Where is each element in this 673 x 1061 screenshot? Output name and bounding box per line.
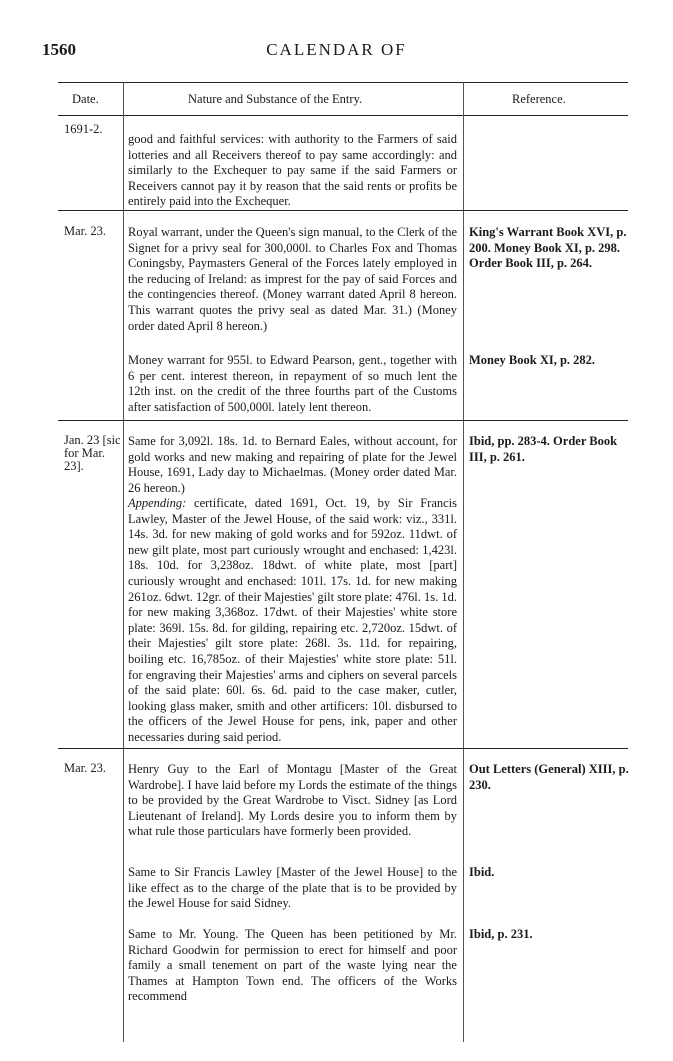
column-divider-right <box>463 82 464 1042</box>
column-header-nature: Nature and Substance of the Entry. <box>188 92 363 106</box>
entry-reference: Ibid, p. 231. <box>469 927 533 941</box>
entry-reference: Ibid. <box>469 865 495 879</box>
running-title: CALENDAR OF <box>266 40 407 59</box>
entry-date: Jan. 23 [sic for Mar. 23]. <box>64 433 121 473</box>
header-rule-bottom <box>58 115 628 116</box>
entry-reference: Out Letters (General) XIII, p. 230. <box>469 762 629 792</box>
appending-block <box>128 496 457 746</box>
entry-reference: Money Book XI, p. 282. <box>469 353 596 367</box>
page-number: 1560 <box>42 40 76 59</box>
column-header-date: Date. <box>72 92 99 106</box>
entry-separator <box>58 420 628 421</box>
entry-text: Same to Mr. Young. The Queen has been petitioned by Mr. Richard Goodwin for permission to erect for himself and poor family a small tenement on part of the waste lying near the Thames at Hampton Town end. The officers of the Works recommend <box>128 927 457 1004</box>
entry-text: Royal warrant, under the Queen's sign manual, to the Clerk of the Signet for a privy seal for 300,000l. to Charles Fox and Thomas Coningsby, Paymasters General of the Forces lately employed in the reducing of Ireland: as imprest for the pay of said Forces and the contingencies thereof. (Money warrant dated April 8 hereon. This warrant quotes the privy seal as dated Mar. 31.) (Money order dated April 8 hereon.) <box>128 225 457 333</box>
entry-date: 1691-2. <box>64 122 103 136</box>
entry-date: Mar. 23. <box>64 761 107 775</box>
entry-text: Henry Guy to the Earl of Montagu [Master of the Great Wardrobe]. I have laid before my Lords the estimate of the things to be provided by the Great Wardrobe to Visct. Sidney [as Lord Lieutenant of Ireland]. My Lords desire you to inform them by what rule those particulars have formerly been provided. <box>128 762 457 839</box>
entry-reference: Ibid, pp. 283-4. Order Book III, p. 261. <box>469 434 618 464</box>
entry-separator <box>58 210 628 211</box>
entry-text: Money warrant for 955l. to Edward Pearson, gent., together with 6 per cent. interest thereon, in repayment of so much lent the 12th inst. on the credit of the three fourths part of the Customs after satisfaction of 500,000l. lately lent thereon. <box>128 353 457 414</box>
column-divider-left <box>123 82 124 1042</box>
entry-date: Mar. 23. <box>64 224 107 238</box>
entry-separator <box>58 748 628 749</box>
appending-label: Appending: <box>128 496 187 510</box>
entry-text: Same to Sir Francis Lawley [Master of the Jewel House] to the like effect as to the charge of the plate that is to be provided by the Jewel House for said Sidney. <box>128 865 457 911</box>
entry-text: good and faithful services: with authority to the Farmers of said lotteries and all Receivers thereof to pay same accordingly: and similarly to the Exchequer to pay same if the said Farmers or Receivers cannot pay it by reason that the said rents or profits be entirely paid into the Exchequer. <box>128 132 457 209</box>
header-rule-top <box>58 82 628 83</box>
entry-reference: King's Warrant Book XVI, p. 200. Money Book XI, p. 298. Order Book III, p. 264. <box>469 225 627 271</box>
entry-text: Same for 3,092l. 18s. 1d. to Bernard Eales, without account, for gold works and new making and repairing of plate for the Jewel House, 1691, Lady day to Michaelmas. (Money order dated Mar. 26 hereon.) <box>128 434 457 495</box>
appending-text: certificate, dated 1691, Oct. 19, by Sir Francis Lawley, Master of the Jewel House, of the said work: viz., 331l. 14s. 3d. for new making of gold works and for 592oz. 11dwt. of new gilt plate, most part curiously wrought and enchased: 1,423l. 18s. 10d. for 3,238oz. 18dwt. of white plate, most [part] curiously wrought and enchased: 101l. 17s. 1d. for new making 261oz. 6dwt. 12gr. of their Majesties' gilt store plate: 476l. 1s. 1d. for new making 3,368oz. 17dwt. of their Majesties' white store plate: 369l. 15s. 8d. for gilding, repairing etc. 2,720oz. 15dwt. of their Majesties' gilt store plate: 268l. 3s. 11d. for repairing, boiling etc. 16,785oz. of their Majesties' white store plate: 51l. for engraving their Majesties' arms and ciphers on several parcels of the said plate: 60l. 6s. 6d. paid to the case maker, cutler, looking glass maker, smith and other artificers: 10l. disbursed to the officers of the Jewel House for pens, ink, paper and other necessaries during said period. <box>128 496 457 744</box>
column-header-reference: Reference. <box>512 92 566 106</box>
